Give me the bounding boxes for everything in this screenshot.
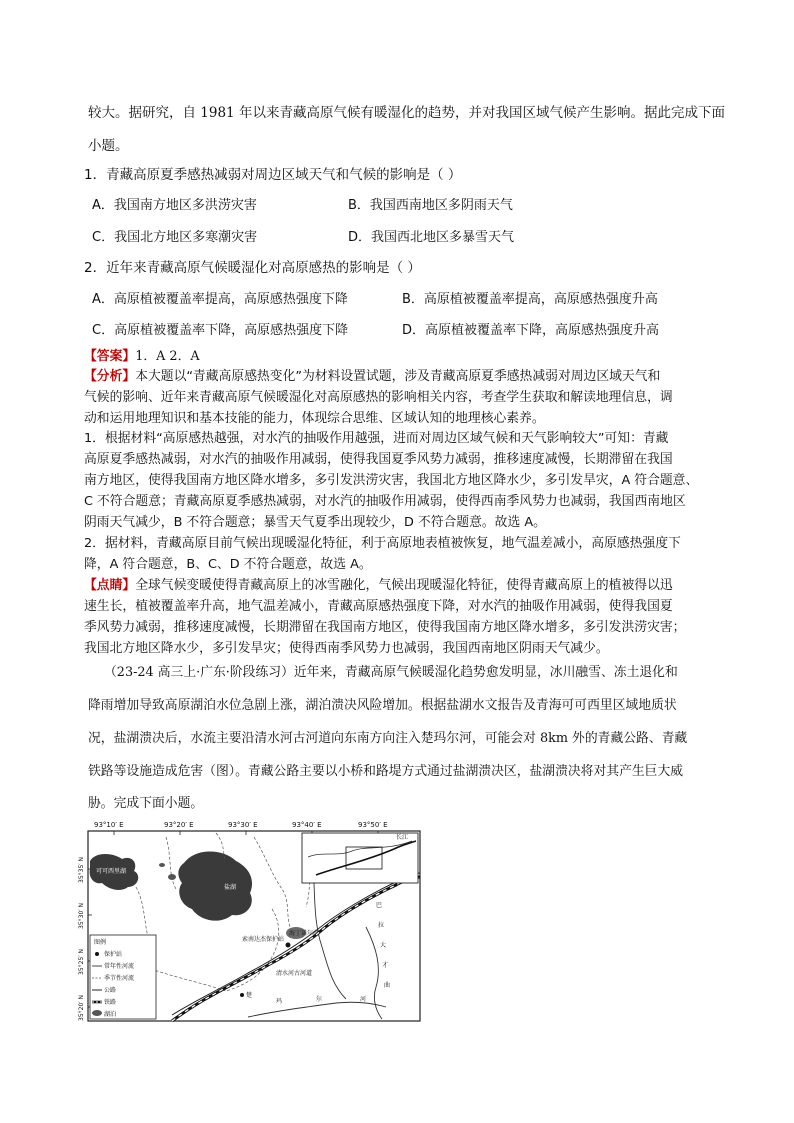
lon-label-2: 93°20′ E: [164, 821, 194, 829]
river-qingshui-label: 清水河古河道: [276, 970, 313, 977]
analysis-p1-line-4: C 不符合题意；青藏高原夏季感热减弱，对水汽的抽吸作用减弱，使得西南季风势力也减弱，我国西南地区: [84, 494, 686, 509]
small-lake-2: [159, 863, 165, 867]
next-material-line-4: 铁路等设施造成危害（图）。青藏公路主要以小桥和路堤方式通过盐湖溃决区，盐湖溃决将对其产生巨大威: [88, 764, 684, 779]
lon-label-3: 93°30′ E: [228, 821, 258, 829]
comment-line-3: 季风势力减弱，推移速度减慢，长期滞留在我国南方地区，使得我国南方地区降水增多，多引发洪涝灾害；: [84, 620, 686, 635]
lake-yanhu-label: 盐湖: [224, 884, 237, 891]
analysis-p1-line-5: 阴雨天气减少，B 不符合题意；暴雪天气夏季出现较少，D 不符合题意。故选 A。: [84, 515, 546, 530]
comment-line-1: [84, 577, 673, 595]
answer-line: [84, 348, 200, 366]
station-label-2: 楚: [246, 992, 253, 999]
regional-map-figure: [76, 817, 426, 1025]
river-bala-label-5: 曲: [384, 982, 391, 989]
analysis-p1-line-2: 高原夏季感热减弱，对水汽的抽吸作用减弱，使得我国夏季风势力减弱，推移速度减慢，长期滞留在我国: [84, 452, 673, 467]
comment-tag: 【点睛】: [84, 578, 136, 593]
analysis-p1-line-1: 1．根据材料“高原感热越强，对水汽的抽吸作用越强，进而对周边区域气候和天气影响较大”可知：青藏: [84, 431, 669, 446]
legend-title: 图例: [94, 939, 107, 946]
lake-haiding-label: 海丁诺尔湖: [289, 930, 320, 937]
question-1-option-d: D．我国西北地区多暴雪天气: [348, 230, 515, 245]
river-chumaer-label-3: 河: [360, 996, 367, 1003]
question-2-option-b: B．高原植被覆盖率提高，高原感热强度升高: [402, 292, 658, 307]
river-bala-label-3: 大: [380, 942, 387, 949]
lat-label-1: 35°35′ N: [78, 856, 85, 883]
legend-item-perennial: 常年性河流: [104, 963, 135, 970]
lon-label-5: 93°50′ E: [358, 821, 388, 829]
legend-item-highway: 公路: [104, 987, 117, 994]
question-1-stem: 1．青藏高原夏季感热减弱对周边区域天气和气候的影响是（ ）: [84, 167, 462, 183]
comment-text-1: 全球气候变暖使得青藏高原上的冰雪融化，气候出现暖湿化特征，使得青藏高原上的植被得以迅: [135, 578, 673, 593]
lat-label-4: 35°20′ N: [78, 994, 85, 1021]
question-2-option-a: A．高原植被覆盖率提高，高原感热强度下降: [92, 292, 348, 307]
station-label: 索南达杰保护站: [242, 936, 285, 943]
next-material-line-2: 降雨增加导致高原湖泊水位急剧上涨，湖泊溃决风险增加。根据盐湖水文报告及青海可可西里区域地质状: [88, 698, 677, 713]
question-2-option-d: D．高原植被覆盖率下降，高原感热强度升高: [402, 323, 660, 338]
answer-text: 1．A 2．A: [135, 349, 200, 364]
question-2-stem: 2．近年来青藏高原气候暖湿化对高原感热的影响是（ ）: [84, 260, 421, 276]
next-material-line-5: 胁。完成下面小题。: [88, 796, 204, 811]
question-2-option-c: C．高原植被覆盖率下降，高原感热强度下降: [92, 323, 349, 338]
intro-line-1: 较大。据研究，自 1981 年以来青藏高原气候有暖湿化的趋势，并对我国区域气候产生影响。据此完成下面: [88, 105, 725, 121]
analysis-p1-line-3: 南方地区，使得我国南方地区降水增多，多引发洪涝灾害，我国北方地区降水少，多引发旱灾，A 符合题意、: [84, 473, 699, 488]
legend-item-seasonal: 季节性河流: [104, 975, 135, 982]
intro-line-2: 小题。: [88, 138, 129, 154]
question-1-option-c: C．我国北方地区多寒潮灾害: [92, 230, 258, 245]
comment-line-4: 我国北方地区降水少，多引发旱灾；使得西南季风势力也减弱，我国西南地区阴雨天气减少。: [84, 641, 609, 656]
comment-line-2: 速生长，植被覆盖率升高，地气温差减小，青藏高原感热强度下降，对水汽的抽吸作用减弱，使得我国夏: [84, 599, 673, 614]
legend-item-lake: 湖泊: [104, 1011, 117, 1018]
legend-item-railway: 铁路: [104, 999, 117, 1006]
legend-lake-symbol: [92, 1010, 102, 1016]
analysis-line-2: 气候的影响、近年来青藏高原气候暖湿化对高原感热的影响相关内容，考查学生获取和解读地理信息，调: [84, 390, 673, 405]
analysis-p2-line-2: 降，A 符合题意，B、C、D 不符合题意，故选 A。: [84, 557, 372, 572]
analysis-line-3: 动和运用地理知识和基本技能的能力，体现综合思维、区域认知的地理核心素养。: [84, 411, 545, 426]
question-1-option-a: A．我国南方地区多洪涝灾害: [92, 198, 257, 213]
river-bala-label-2: 拉: [378, 922, 385, 929]
analysis-text-1: 本大题以“青藏高原感热变化”为材料设置试题，涉及青藏高原夏季感热减弱对周边区域天气和: [135, 369, 661, 384]
lat-label-2: 35°30′ N: [78, 902, 85, 929]
legend-station-symbol: [95, 952, 99, 956]
inset-label: 长江: [396, 834, 409, 841]
legend-item-station: 保护站: [104, 951, 123, 958]
river-chumaer-label-2: 尔: [316, 996, 323, 1003]
station-marker: [286, 943, 291, 948]
lat-label-3: 35°25′ N: [78, 948, 85, 975]
question-1-option-b: B．我国西南地区多阴雨天气: [348, 198, 513, 213]
lon-label-1: 93°10′ E: [94, 821, 124, 829]
analysis-p2-line-1: 2．据材料，青藏高原目前气候出现暖湿化特征，利于高原地表植被恢复，地气温差减小，高原感热强度下: [84, 536, 681, 551]
river-bala-label-1: 巴: [376, 902, 383, 909]
analysis-tag: 【分析】: [84, 369, 136, 384]
river-chumaer-label-1: 玛: [276, 998, 283, 1005]
answer-tag: 【答案】: [84, 349, 136, 364]
next-material-line-3: 况，盐湖溃决后，水流主要沿清水河古河道向东南方向注入楚玛尔河，可能会对 8km 外的青藏公路、青藏: [88, 731, 688, 746]
lon-label-4: 93°40′ E: [292, 821, 322, 829]
next-material-line-1: （23-24 高三上·广东·阶段练习）近年来，青藏高原气候暖湿化趋势愈发明显，冰川融雪、冻土退化和: [104, 665, 678, 680]
station-marker-2: [240, 993, 244, 997]
regional-map: [76, 817, 426, 1025]
river-bala-label-4: 才: [382, 962, 389, 969]
lake-kekexili-label: 可可西里湖: [96, 868, 127, 875]
analysis-line-1: [84, 368, 660, 386]
